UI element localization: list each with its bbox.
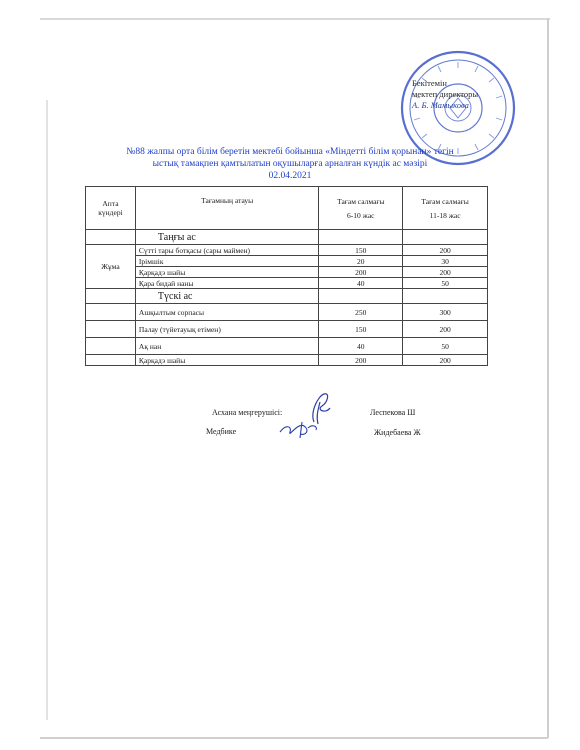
- header-weight-11-18: Тағам салмағы 11-18 жас: [403, 187, 488, 230]
- medic-role-label: Медбике: [206, 427, 237, 436]
- cook-name: Леспекова Ш: [370, 408, 416, 417]
- weight-11-18: 300: [403, 304, 488, 321]
- breakfast-label: Таңғы ас: [135, 230, 318, 245]
- page-edge-top: [40, 18, 550, 20]
- table-row: [86, 267, 488, 278]
- approval-block: [412, 78, 478, 111]
- weight-11-18: 200: [403, 245, 488, 256]
- weight-11-18: 50: [403, 278, 488, 289]
- header-dish-name: Тағамның атауы: [135, 187, 318, 230]
- menu-title: [100, 146, 480, 182]
- table-row: [86, 245, 488, 256]
- weight-6-10: 40: [319, 338, 403, 355]
- lunch-label: Түскі ас: [135, 289, 318, 304]
- table-row: [86, 304, 488, 321]
- header-weekdays: Апта күндері: [86, 187, 136, 230]
- weight-6-10: 200: [319, 267, 403, 278]
- dish-name: Қара бидай наны: [135, 278, 318, 289]
- weight-6-10: 20: [319, 256, 403, 267]
- weight-6-10: 150: [319, 321, 403, 338]
- dish-name: Қарқадэ шайы: [135, 355, 318, 366]
- weight-11-18: 50: [403, 338, 488, 355]
- dish-name: Қарқадэ шайы: [135, 267, 318, 278]
- day-cell: Жұма: [86, 245, 136, 289]
- table-row: [86, 355, 488, 366]
- approval-line-director: А. Б. Мамыкова: [412, 100, 469, 110]
- table-row: [86, 278, 488, 289]
- title-line-1: №88 жалпы орта білім беретін мектебі бойынша «Міндетті білім қорынан» тегін: [126, 147, 454, 157]
- header-weight-6-10: Тағам салмағы 6-10 жас: [319, 187, 403, 230]
- page-edge-left: [46, 100, 48, 720]
- weight-6-10: 150: [319, 245, 403, 256]
- lunch-section-row: [86, 289, 488, 304]
- page-edge-right: [547, 18, 549, 738]
- dish-name: Ашқылтым сорпасы: [135, 304, 318, 321]
- weight-11-18: 200: [403, 355, 488, 366]
- title-date: 02.04.2021: [268, 171, 312, 181]
- weight-6-10: 40: [319, 278, 403, 289]
- weight-11-18: 200: [403, 267, 488, 278]
- table-row: [86, 321, 488, 338]
- cook-role-label: Асхана меңгерушісі:: [212, 408, 283, 417]
- dish-name: Ақ нан: [135, 338, 318, 355]
- dish-name: Палау (түйетауық етімен): [135, 321, 318, 338]
- dish-name: Сүтті тары ботқасы (сары маймен): [135, 245, 318, 256]
- title-line-2: ыстық тамақпен қамтылатын оқушыларға арналған күндік ас мәзірі: [152, 159, 428, 169]
- table-row: [86, 256, 488, 267]
- weight-6-10: 200: [319, 355, 403, 366]
- weight-11-18: 30: [403, 256, 488, 267]
- dish-name: Ірімшік: [135, 256, 318, 267]
- table-header-row: [86, 187, 488, 230]
- medic-name: Жидебаева Ж: [374, 428, 421, 437]
- approval-line-position: мектеп директоры: [412, 89, 479, 99]
- breakfast-section-row: [86, 230, 488, 245]
- weight-6-10: 250: [319, 304, 403, 321]
- medic-signature: [278, 418, 320, 440]
- page-edge-bottom: [40, 737, 548, 739]
- menu-table: [85, 186, 488, 366]
- weight-11-18: 200: [403, 321, 488, 338]
- table-row: [86, 338, 488, 355]
- approval-line-approve: Бекітемін: [412, 78, 447, 88]
